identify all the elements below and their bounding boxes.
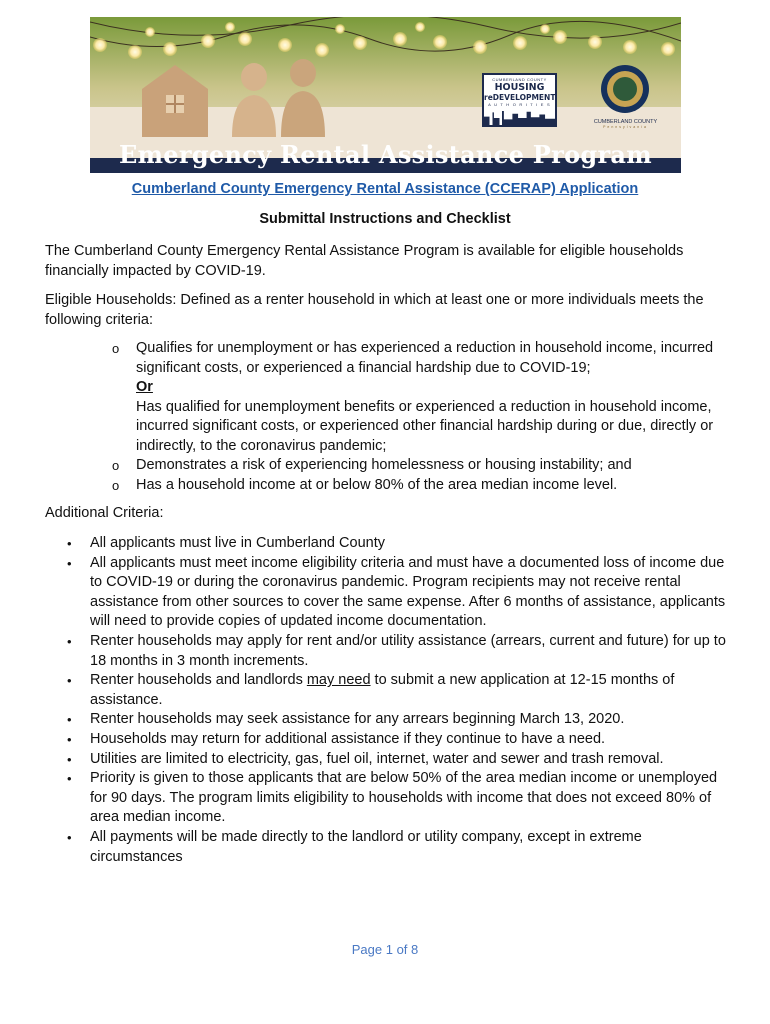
bullet-icon: • (67, 731, 72, 747)
circle-bullet-icon: o (112, 341, 120, 356)
list-item: • All applicants must live in Cumberland County (67, 534, 732, 554)
list-item: o Qualifies for unemployment or has experienced a reduction in household income, incurred significant costs, or experienced a financial hardship due to COVID-19; Or Has qualified for unemployment benefits or experienced a reduction in household income, incurred significant costs, or experienced other financial hardship during or due, directly or indirectly, to the coronavirus pandemic; (112, 340, 714, 454)
housing-authority-logo: CUMBERLAND COUNTY HOUSING reDEVELOPMENT A U T H O R I T I E S (482, 73, 557, 127)
list-item: • All applicants must meet income eligibility criteria and must have a documented loss of income due to COVID-19 or during the coronavirus pandemic. Program recipients may not receive rental assistance from other sources to cover the same expense. After 6 months of assistance, applicants will need to provide copies of updated income documentation. (67, 554, 726, 630)
list-item: • Households may return for additional assistance if they continue to have a need. (67, 730, 732, 750)
banner-image (90, 17, 681, 173)
banner-title: Emergency Rental Assistance Program (119, 140, 652, 169)
list-item: o Demonstrates a risk of experiencing homelessness or housing instability; and (112, 456, 737, 476)
list-item: • Renter households may apply for rent and/or utility assistance (arrears, current and future) for up to 18 months in 3 month increments. (67, 632, 726, 669)
bullet-icon: • (67, 829, 72, 845)
subheading: Submittal Instructions and Checklist (259, 211, 511, 227)
list-item: • Renter households may seek assistance for any arrears beginning March 13, 2020. (67, 710, 732, 730)
underlined-phrase: may need (306, 672, 371, 689)
bullet-icon: • (67, 633, 72, 649)
bullet-icon: • (67, 771, 72, 787)
bullet-icon: • (67, 555, 72, 571)
circle-bullet-icon: o (112, 458, 120, 473)
bullet-icon: • (67, 712, 72, 728)
bullet-icon: • (67, 751, 72, 767)
intro-paragraph: The Cumberland County Emergency Rental Assistance Program is available for eligible households financially impacted by COVID-19. (45, 243, 684, 279)
county-label: CUMBERLAND COUNTY Pennsylvania (593, 119, 658, 129)
logo-development-line: reDEVELOPMENT (484, 93, 556, 102)
eligible-households-paragraph: Eligible Households: Defined as a renter household in which at least one or more individuals meets the following criteria: (45, 292, 704, 328)
or-label: Or (136, 379, 153, 395)
list-item: o Has a household income at or below 80% of the area median income level. (112, 476, 737, 496)
eligibility-criteria-list (112, 339, 737, 495)
circle-bullet-icon: o (112, 477, 120, 493)
additional-criteria-heading: Additional Criteria: (45, 505, 164, 521)
document-title-link[interactable]: Cumberland County Emergency Rental Assistance (CCERAP) Application (131, 181, 639, 197)
list-item: • Renter households and landlords may need to submit a new application at 12-15 months of assistance. (67, 672, 675, 708)
list-item: • All payments will be made directly to the landlord or utility company, except in extreme circumstances (67, 828, 642, 865)
bullet-icon: • (67, 673, 72, 689)
list-item: • Priority is given to those applicants that are below 50% of the area median income or unemployed for 90 days. The program limits eligibility to households with income that does not exceed 80% of area median income. (67, 770, 718, 826)
additional-criteria-list (67, 534, 732, 867)
bullet-icon: • (67, 536, 72, 551)
list-item: • Utilities are limited to electricity, gas, fuel oil, internet, water and sewer and trash removal. (67, 750, 732, 770)
page-number: Page 1 of 8 (351, 942, 419, 957)
logo-skyline (484, 111, 555, 125)
